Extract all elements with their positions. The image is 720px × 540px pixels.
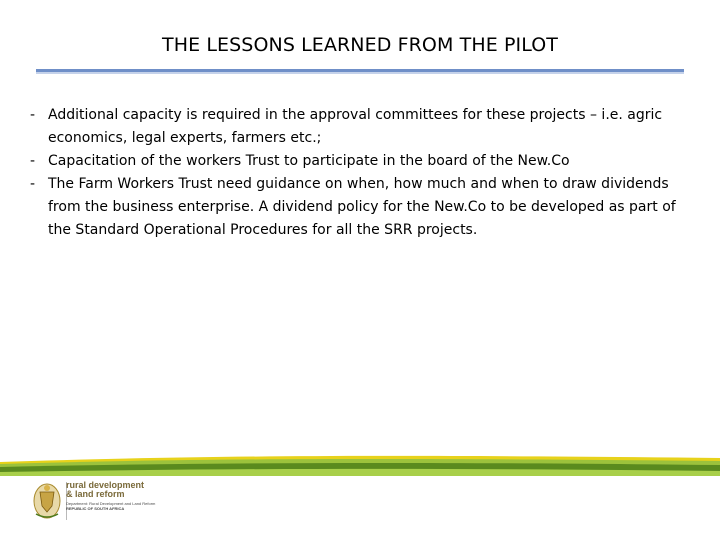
bullet-item — [30, 104, 700, 150]
department-logo-text — [66, 481, 155, 511]
logo-line-2: & land reform — [66, 489, 125, 499]
bullet-marker: - — [30, 107, 36, 123]
bullet-marker: - — [30, 176, 36, 192]
logo-line-4: REPUBLIC OF SOUTH AFRICA — [66, 506, 125, 511]
bullet-item — [30, 173, 700, 242]
bullet-marker: - — [30, 153, 36, 169]
bullet-text: Additional capacity is required in the approval committees for these projects – i.e. agric economics, legal experts, farmers etc.; — [48, 107, 663, 146]
bullet-item — [30, 150, 700, 173]
logo-line-3: Department: Rural Development and Land Reform — [66, 501, 156, 506]
bullet-list — [30, 104, 700, 242]
title-underline-shadow — [36, 72, 684, 74]
bullet-text: The Farm Workers Trust need guidance on when, how much and when to draw dividends from the business enterprise. A dividend policy for the New.Co to be developed as part of the Standard Operational Procedures for all the SRR projects. — [48, 176, 676, 238]
slide-title: THE LESSONS LEARNED FROM THE PILOT — [162, 34, 558, 56]
bullet-text: Capacitation of the workers Trust to participate in the board of the New.Co — [48, 153, 570, 169]
footer-color-band — [0, 452, 720, 476]
logo-line-1: rural development — [66, 480, 145, 490]
